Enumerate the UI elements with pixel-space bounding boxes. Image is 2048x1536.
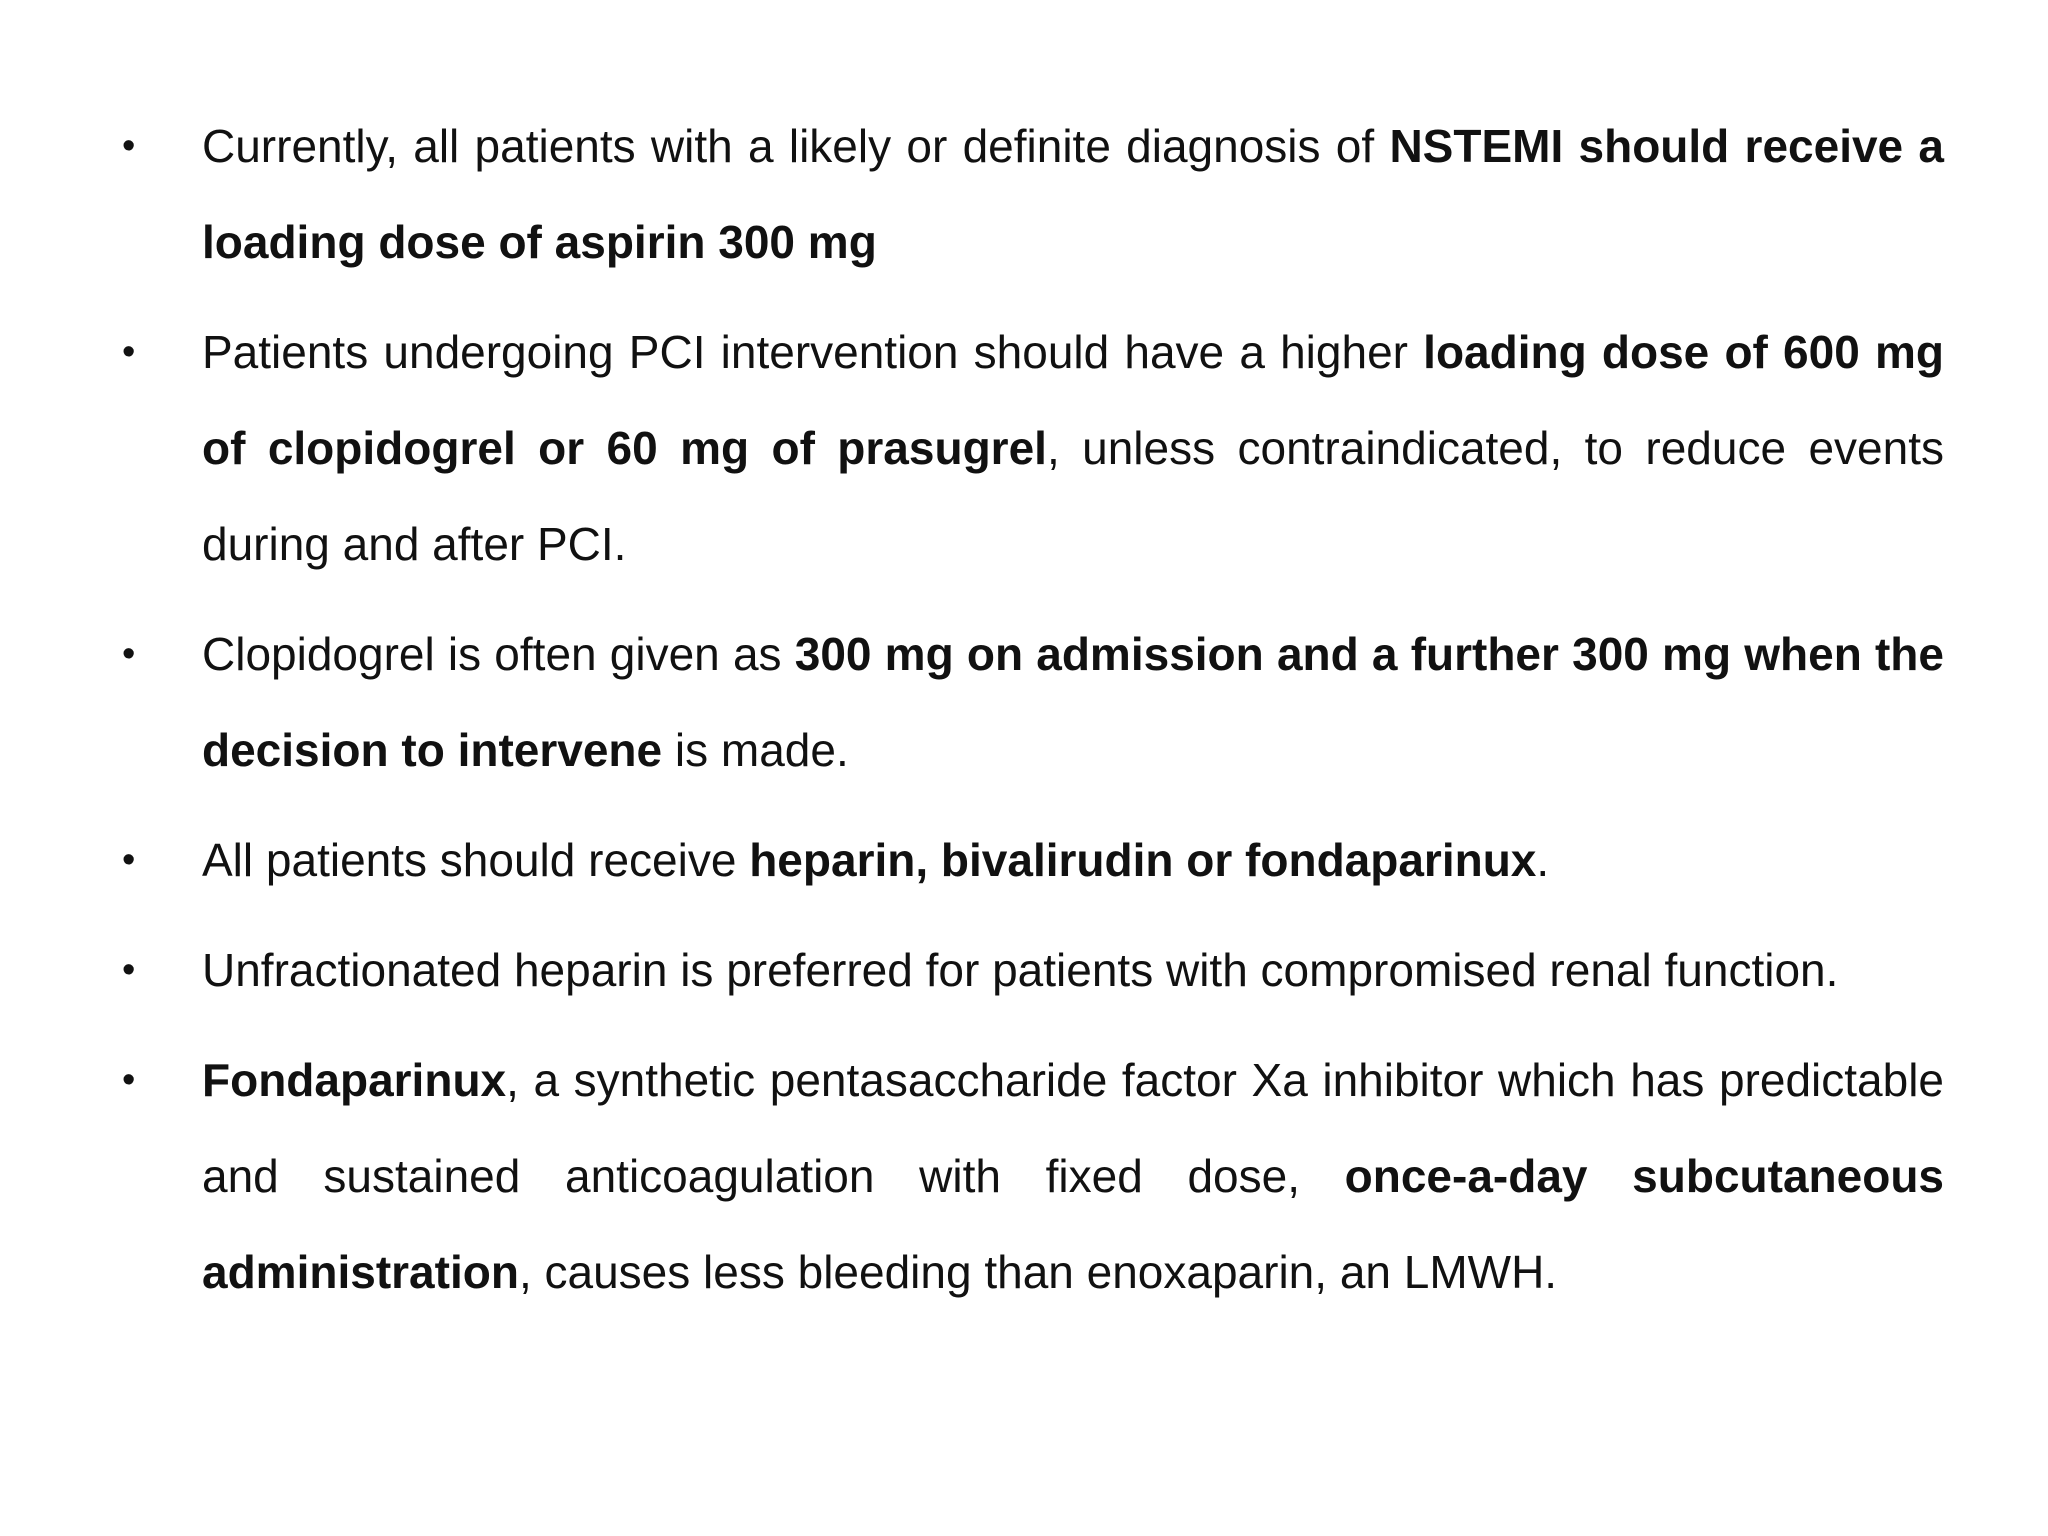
text-segment: All patients should receive (202, 834, 750, 886)
bullet-marker: • (122, 949, 136, 991)
bullet-item (122, 98, 1944, 290)
bullet-marker: • (122, 633, 136, 675)
bullet-text (202, 1032, 1944, 1320)
bullet-marker: • (122, 839, 136, 881)
bullet-text (202, 304, 1944, 592)
bullet-marker: • (122, 1059, 136, 1101)
text-segment: . (1536, 834, 1550, 886)
text-segment: Fondaparinux (202, 1054, 507, 1106)
text-segment: Clopidogrel is often given as (202, 628, 795, 680)
bullet-text (202, 922, 1944, 1018)
text-segment: NSTEMI should receive a loading dose of aspirin 300 mg (202, 120, 1944, 268)
bullet-item (122, 606, 1944, 798)
text-segment: heparin, bivalirudin or fondaparinux (749, 834, 1537, 886)
bullet-marker: • (122, 331, 136, 373)
text-segment: loading dose of 600 mg of clopidogrel or 60 mg of prasugrel (202, 326, 1944, 474)
bullet-item (122, 812, 1944, 908)
text-segment: Unfractionated heparin is preferred for patients with compromised renal function. (202, 944, 1839, 996)
text-segment: once-a-day subcutaneous administration (202, 1150, 1944, 1298)
text-segment: Patients undergoing PCI intervention should have a higher (202, 326, 1424, 378)
bullet-text (202, 812, 1944, 908)
bullet-list (122, 98, 1944, 1320)
bullet-item (122, 922, 1944, 1018)
bullet-item (122, 304, 1944, 592)
text-segment: Currently, all patients with a likely or definite diagnosis of (202, 120, 1390, 172)
text-segment: , unless contraindicated, to reduce events during and after PCI. (202, 422, 1944, 570)
text-segment: 300 mg on admission and a further 300 mg when the decision to intervene (202, 628, 1944, 776)
bullet-item (122, 1032, 1944, 1320)
text-segment: , a synthetic pentasaccharide factor Xa inhibitor which has predictable and sustained anticoagulation with fixed dose, (202, 1054, 1944, 1202)
text-segment: is made. (662, 724, 849, 776)
bullet-text (202, 98, 1944, 290)
text-segment: , causes less bleeding than enoxaparin, an LMWH. (518, 1246, 1558, 1298)
bullet-marker: • (122, 125, 136, 167)
bullet-text (202, 606, 1944, 798)
